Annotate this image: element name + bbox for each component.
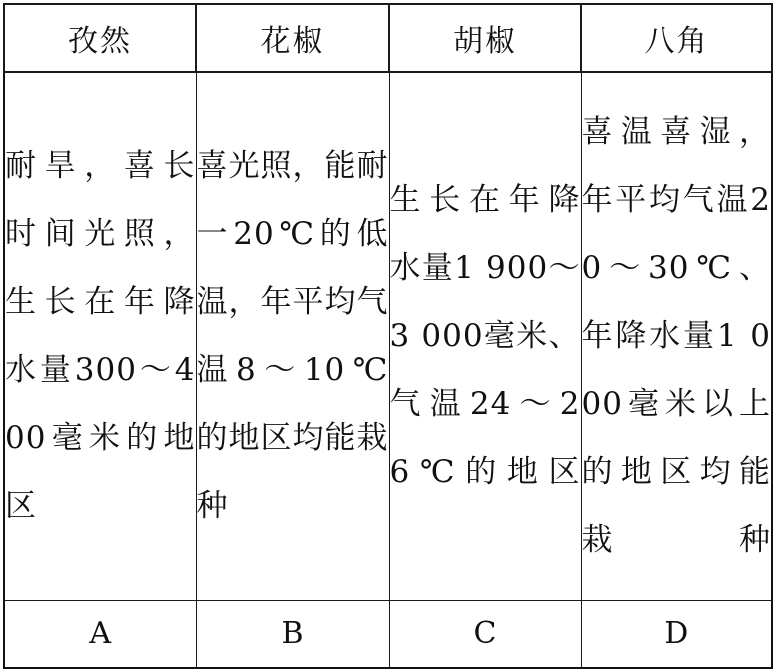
option-cell-c: C — [389, 600, 581, 668]
table-description-row — [4, 72, 772, 600]
option-cell-d: D — [581, 600, 772, 668]
description-text: 喜光照，能耐一20℃的低温，年平均气温8～10℃的地区均能栽种 — [196, 148, 389, 525]
description-text: 耐旱，喜长时间光照，生长在年降水量300～400毫米的地区 — [5, 148, 196, 525]
description-cell-sichuan-pepper — [196, 72, 389, 600]
description-cell-black-pepper — [389, 72, 581, 600]
description-text: 喜温喜湿，年平均气温20～30℃、年降水量1 000毫米以上的地区均能栽种 — [581, 114, 771, 559]
table-option-row — [4, 600, 772, 668]
description-text: 生长在年降水量1 900～3 000毫米、气温24～26℃的地区 — [389, 182, 581, 491]
header-cell-star-anise: 八角 — [581, 4, 772, 72]
spice-comparison-table — [3, 3, 773, 669]
header-cell-cumin: 孜然 — [4, 4, 196, 72]
description-cell-cumin — [4, 72, 196, 600]
description-cell-star-anise — [581, 72, 772, 600]
header-cell-black-pepper: 胡椒 — [389, 4, 581, 72]
option-cell-a: A — [4, 600, 196, 668]
option-cell-b: B — [196, 600, 389, 668]
table-header-row — [4, 4, 772, 72]
header-cell-sichuan-pepper: 花椒 — [196, 4, 389, 72]
